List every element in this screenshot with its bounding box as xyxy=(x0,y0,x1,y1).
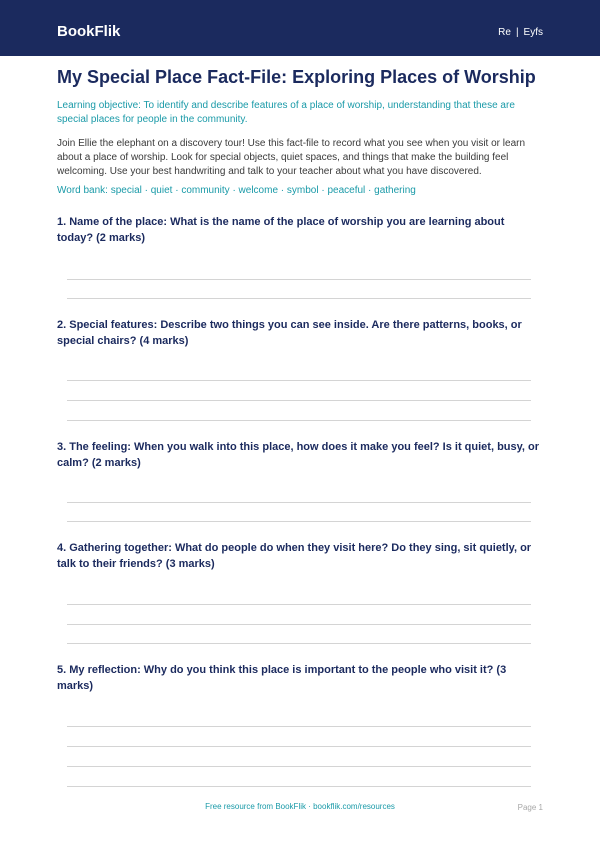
footer-text[interactable]: Free resource from BookFlik · bookflik.com/resources xyxy=(205,802,395,811)
question-2: 2. Special features: Describe two things you can see inside. Are there patterns, books, or special chairs? (4 marks) xyxy=(57,319,522,347)
page-title: My Special Place Fact-File: Exploring Places of Worship xyxy=(57,67,536,87)
answer-line[interactable] xyxy=(67,279,531,280)
question-5: 5. My reflection: Why do you think this place is important to the people who visit it? (3 marks) xyxy=(57,664,507,692)
answer-line[interactable] xyxy=(67,502,531,503)
header-link-eyfs[interactable]: Eyfs xyxy=(523,27,543,38)
answer-line[interactable] xyxy=(67,643,531,644)
answer-line[interactable] xyxy=(67,521,531,522)
question-3: 3. The feeling: When you walk into this place, how does it make you feel? Is it quiet, busy, or calm? (2 marks) xyxy=(57,441,540,469)
answer-line[interactable] xyxy=(67,766,531,767)
answer-line[interactable] xyxy=(67,624,531,625)
learning-objective: Learning objective: To identify and describe features of a place of worship, understanding that these are special places for people in the community. xyxy=(57,100,515,125)
header-link-re[interactable]: Re xyxy=(498,27,511,38)
answer-line[interactable] xyxy=(67,380,531,381)
header-separator: | xyxy=(515,27,519,38)
answer-line[interactable] xyxy=(67,420,531,421)
header-links xyxy=(498,27,543,39)
answer-line[interactable] xyxy=(67,298,531,299)
question-1: 1. Name of the place: What is the name of the place of worship you are learning about today? (2 marks) xyxy=(57,216,505,244)
page-number: Page 1 xyxy=(517,803,543,812)
question-4: 4. Gathering together: What do people do when they visit here? Do they sing, sit quietly, or talk to their friends? (3 marks) xyxy=(57,542,532,570)
intro-text: Join Ellie the elephant on a discovery tour! Use this fact-file to record what you see when you visit or learn about a place of worship. Look for special objects, quiet spaces, and things that make the building feel welcoming. Use your best handwriting and talk to your teacher about what you have discovered. xyxy=(57,138,526,177)
brand-logo[interactable]: BookFlik xyxy=(57,23,121,40)
answer-line[interactable] xyxy=(67,786,531,787)
answer-line[interactable] xyxy=(67,604,531,605)
answer-line[interactable] xyxy=(67,726,531,727)
word-bank: Word bank: special · quiet · community · welcome · symbol · peaceful · gathering xyxy=(57,185,416,196)
site-header xyxy=(0,0,600,56)
answer-line[interactable] xyxy=(67,400,531,401)
answer-line[interactable] xyxy=(67,746,531,747)
